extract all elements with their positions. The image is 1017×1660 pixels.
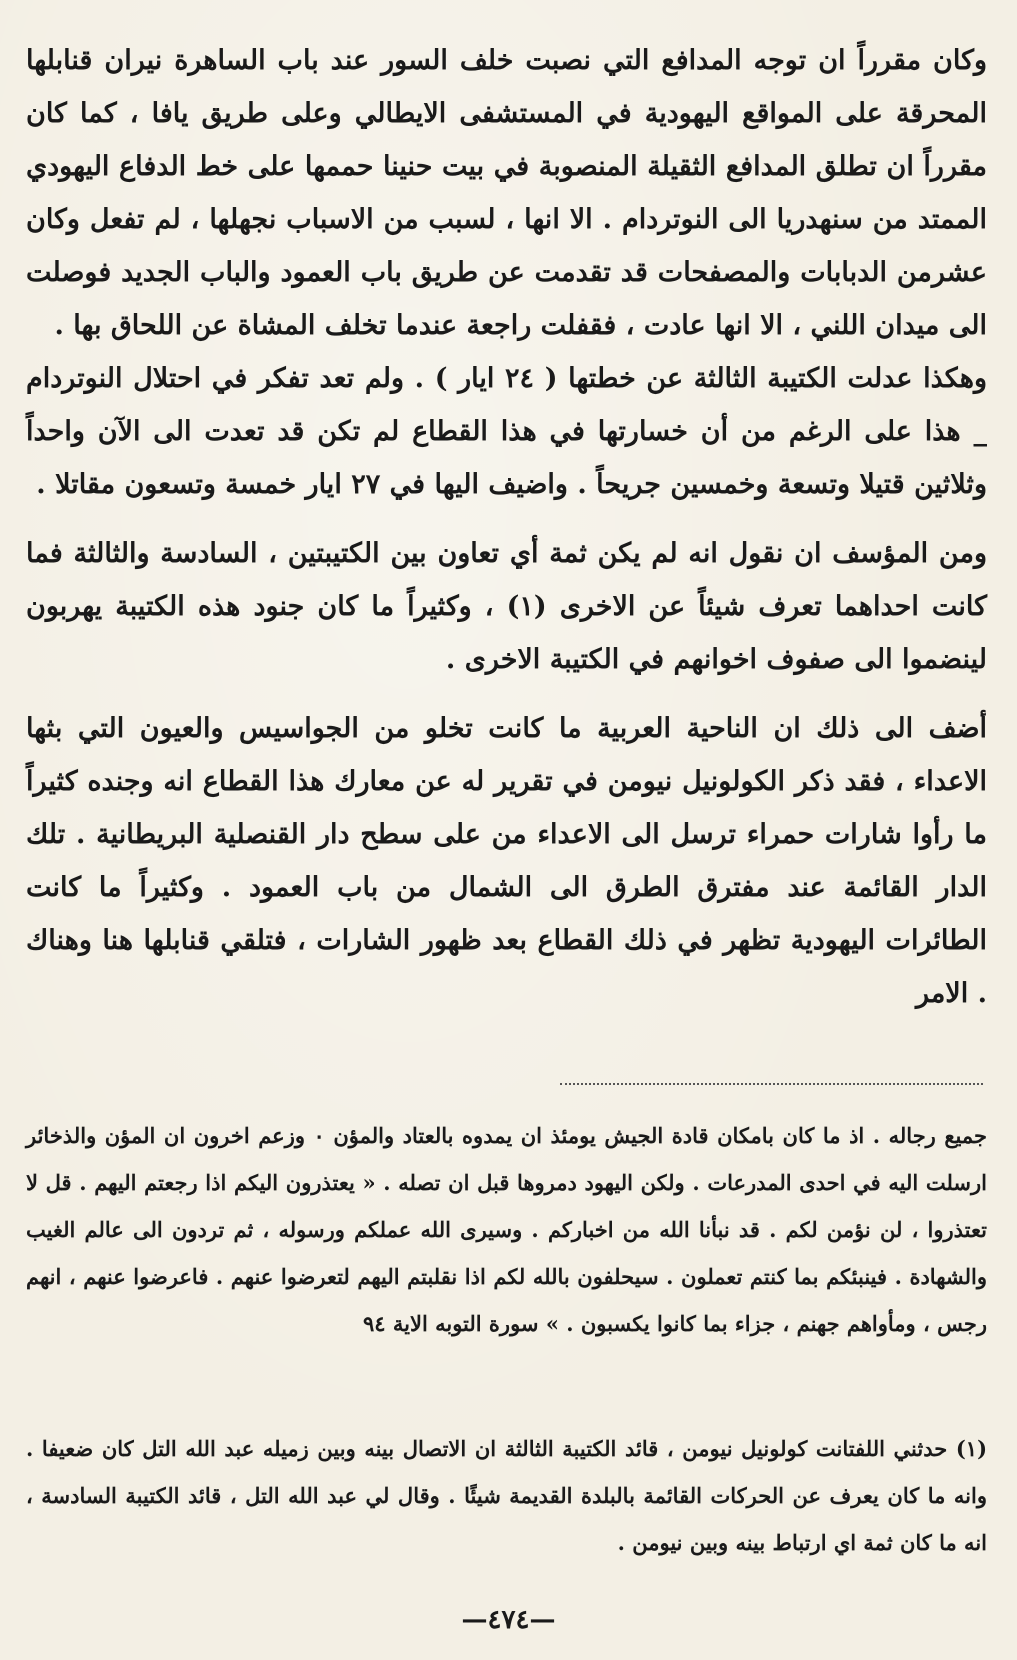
footnote-continuation bbox=[26, 1112, 987, 1347]
paragraph-2: وهكذا عدلت الكتيبة الثالثة عن خطتها ( ٢٤ ايار ) . ولم تعد تفكر في احتلال النوتردام _ هذا على الرغم من أن خسارتها في هذا القطاع لم تكن قد تعدت الى الآن واحداً وثلاثين قتيلا وتسعة وخمسين جريحاً . واضيف اليها في ٢٧ ايار خمسة وتسعون مقاتلا . bbox=[26, 363, 987, 500]
footnote-1-text: (١) حدثني اللفتانت كولونيل نيومن ، قائد الكتيبة الثالثة ان الاتصال بينه وبين زميله عبد الله التل كان ضعيفا . وانه ما كان يعرف عن الحركات القائمة بالبلدة القديمة شيئًا . وقال لي عبد الله التل ، قائد الكتيبة السادسة ، انه ما كان ثمة اي ارتباط بينه وبين نيومن . bbox=[26, 1436, 987, 1555]
main-text bbox=[26, 34, 987, 1020]
footnote-divider bbox=[560, 1083, 983, 1085]
footnote-1 bbox=[26, 1425, 987, 1566]
page-number: —٤٧٤— bbox=[461, 1605, 556, 1635]
paragraph-1: وكان مقرراً ان توجه المدافع التي نصبت خلف السور عند باب الساهرة نيران قنابلها المحرقة على المواقع اليهودية في المستشفى الايطالي وعلى طريق يافا ، كما كان مقرراً ان تطلق المدافع الثقيلة المنصوبة في بيت حنينا حممها على خط الدفاع اليهودي الممتد من سنهدريا الى النوتردام . الا انها ، لسبب من الاسباب نجهلها ، لم تفعل وكان عشرمن الدبابات والمصفحات قد تقدمت عن طريق باب العمود والباب الجديد فوصلت الى ميدان اللني ، الا انها عادت ، فقفلت راجعة عندما تخلف المشاة عن اللحاق بها . bbox=[26, 45, 987, 341]
paragraph-3: ومن المؤسف ان نقول انه لم يكن ثمة أي تعاون بين الكتيبتين ، السادسة والثالثة فما كانت احداهما تعرف شيئاً عن الاخرى (١) ، وكثيراً ما كان جنود هذه الكتيبة يهربون لينضموا الى صفوف اخوانهم في الكتيبة الاخرى . bbox=[26, 538, 988, 675]
footnote-continuation-text: جميع رجاله . اذ ما كان بامكان قادة الجيش يومئذ ان يمدوه بالعتاد والمؤن ٠ وزعم اخرون ان المؤن والذخائر ارسلت اليه في احدى المدرعات . ولكن اليهود دمروها قبل ان تصله . « يعتذرون اليكم اذا رجعتم اليهم . قل لا تعتذروا ، لن نؤمن لكم . قد نبأنا الله من اخباركم . وسيرى الله عملكم ورسوله ، ثم تردون الى عالم الغيب والشهادة . فينبئكم بما كنتم تعملون . سيحلفون بالله لكم اذا نقلبتم اليهم لتعرضوا عنهم . فاعرضوا عنهم ، انهم رجس ، ومأواهم جهنم ، جزاء بما كانوا يكسبون . » سورة التوبه الاية ٩٤ bbox=[26, 1123, 987, 1336]
paragraph-4: أضف الى ذلك ان الناحية العربية ما كانت تخلو من الجواسيس والعيون التي بثها الاعداء ، فقد ذكر الكولونيل نيومن في تقرير له عن معارك هذا القطاع انه وجنده كثيراً ما رأوا شارات حمراء ترسل الى الاعداء من على سطح دار القنصلية البريطانية . تلك الدار القائمة عند مفترق الطرق الى الشمال من باب العمود . وكثيراً ما كانت الطائرات اليهودية تظهر في ذلك القطاع بعد ظهور الشارات ، فتلقي قنابلها هنا وهناك . الامر bbox=[26, 713, 987, 1009]
